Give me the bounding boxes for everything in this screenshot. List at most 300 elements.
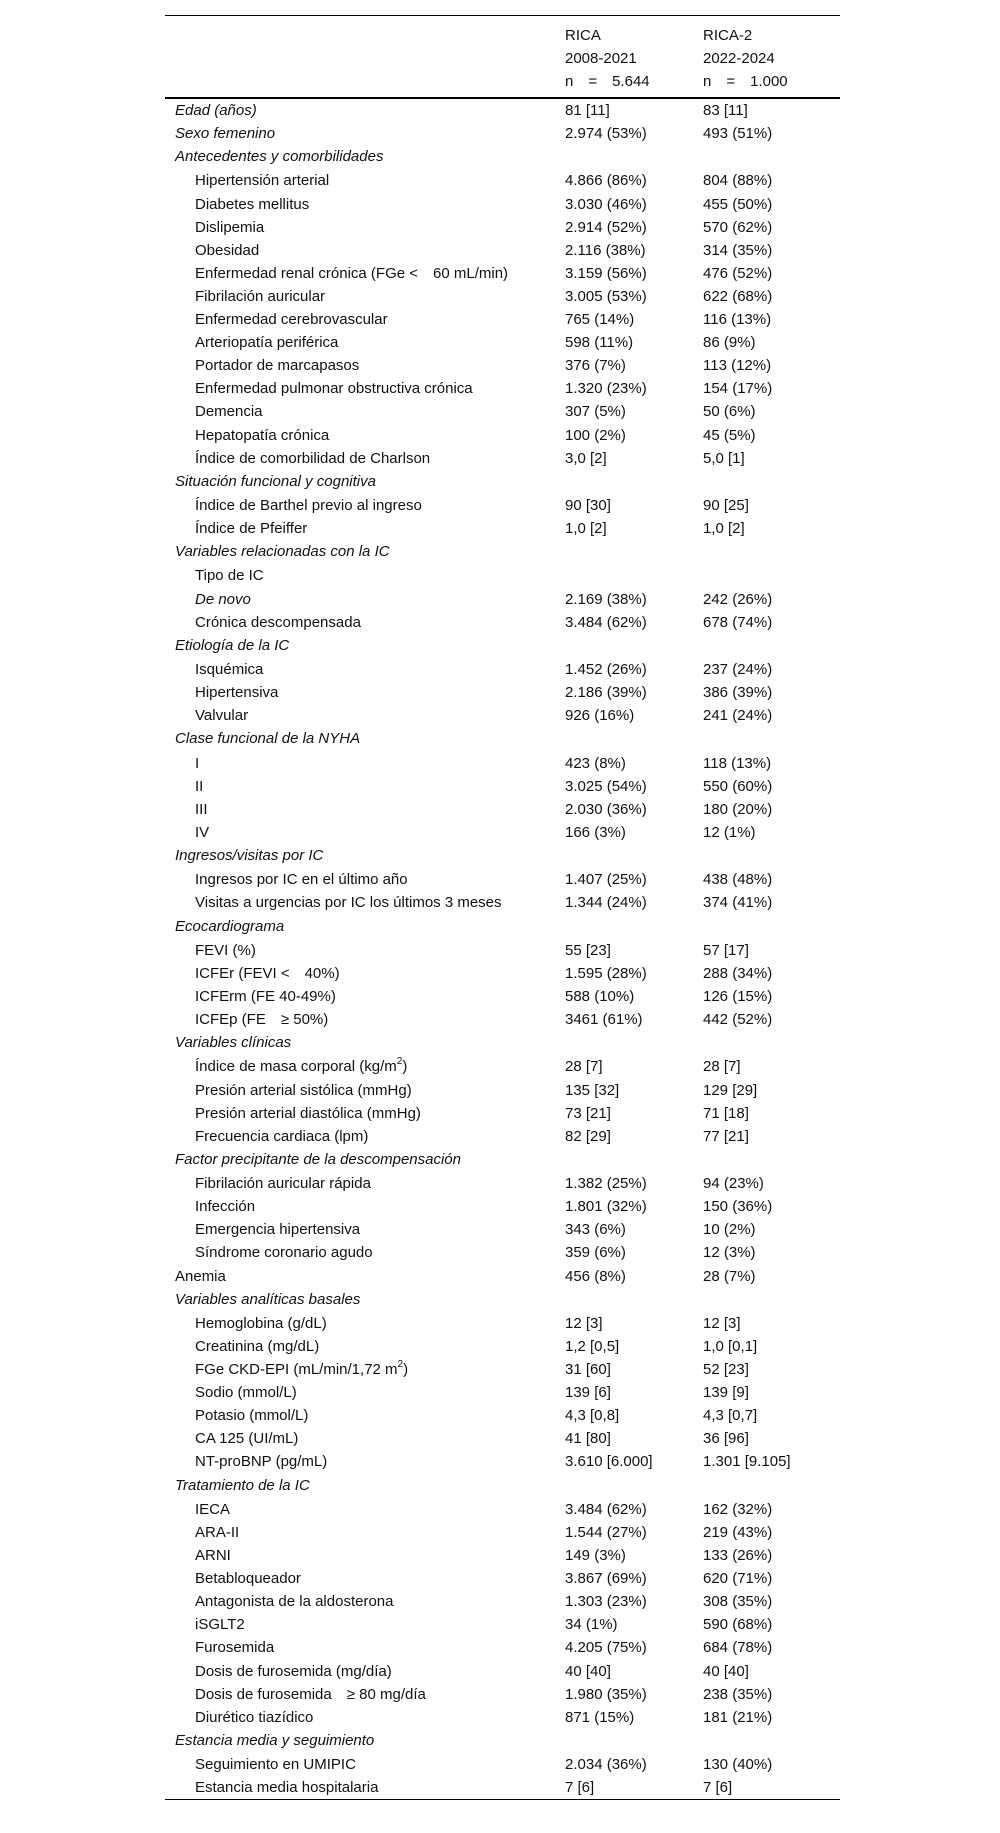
row-label-text: Situación funcional y cognitiva <box>175 472 376 490</box>
value-rica: 31 [60] <box>565 1361 611 1379</box>
value-rica: 765 (14%) <box>565 311 635 329</box>
section-header <box>165 1474 840 1498</box>
value-rica2: 154 (17%) <box>703 380 773 398</box>
row-label <box>165 1474 565 1498</box>
value-rica: 149 (3%) <box>565 1547 626 1565</box>
row-label <box>165 611 565 634</box>
section-header <box>165 470 840 494</box>
table-row <box>165 239 840 262</box>
table-row <box>165 1567 840 1590</box>
table-row <box>165 354 840 377</box>
row-label-text: ICFErm (FE 40-49%) <box>195 987 336 1005</box>
value-rica: 598 (11%) <box>565 334 634 352</box>
value-rica: 1.303 (23%) <box>565 1593 647 1611</box>
row-label <box>165 1427 565 1450</box>
row-label-text: Tipo de IC <box>195 567 264 585</box>
row-label <box>165 1706 565 1729</box>
value-rica2: 57 [17] <box>703 941 749 959</box>
value-rica: 4.866 (86%) <box>565 172 647 190</box>
value-rica: 1.452 (26%) <box>565 661 647 679</box>
row-label <box>165 1358 565 1381</box>
value-rica: 73 [21] <box>565 1104 611 1122</box>
value-rica2: 162 (32%) <box>703 1500 773 1518</box>
row-label-text: Sexo femenino <box>175 125 276 143</box>
value-rica2: 386 (39%) <box>703 684 773 702</box>
row-label <box>165 939 565 962</box>
row-label-text: Síndrome coronario agudo <box>195 1244 373 1262</box>
row-label <box>165 169 565 192</box>
row-label <box>165 1241 565 1264</box>
header-row-n <box>165 70 840 93</box>
value-rica2: 40 [40] <box>703 1662 749 1680</box>
value-rica2: 139 [9] <box>703 1384 749 1402</box>
value-rica2: 52 [23] <box>703 1361 749 1379</box>
row-label <box>165 681 565 704</box>
row-label <box>165 1055 565 1078</box>
row-label-text: Índice de comorbilidad de Charlson <box>195 449 431 467</box>
table-row <box>165 1521 840 1544</box>
value-rica2: 50 (6%) <box>703 403 756 421</box>
row-label-text: iSGLT2 <box>195 1616 245 1634</box>
row-label <box>165 447 565 470</box>
row-label-text: Enfermedad renal crónica (FGe < 60 mL/min) <box>195 264 509 282</box>
table-row <box>165 868 840 891</box>
row-label-text: Clase funcional de la NYHA <box>175 730 361 748</box>
row-label-text: Valvular <box>195 707 249 725</box>
row-label-text: Visitas a urgencias por IC los últimos 3 meses <box>195 894 502 912</box>
table-row <box>165 1381 840 1404</box>
row-label <box>165 1172 565 1195</box>
table-row <box>165 1776 840 1799</box>
value-rica2: 36 [96] <box>703 1430 749 1448</box>
value-rica: 3461 (61%) <box>565 1011 643 1029</box>
section-header <box>165 1148 840 1172</box>
table-row <box>165 122 840 145</box>
value-rica: 40 [40] <box>565 1662 611 1680</box>
value-rica2: 238 (35%) <box>703 1685 773 1703</box>
row-label <box>165 1102 565 1125</box>
row-label <box>165 1195 565 1218</box>
row-label-text: Diabetes mellitus <box>195 195 310 213</box>
row-label-text: I <box>195 754 200 772</box>
col1-n: n = 5.644 <box>565 73 650 90</box>
row-label-text: ICFEp (FE ≥ 50%) <box>195 1011 329 1029</box>
table-row <box>165 1265 840 1288</box>
row-label <box>165 99 565 122</box>
value-rica: 139 [6] <box>565 1384 611 1402</box>
row-label <box>165 1008 565 1031</box>
table-row <box>165 821 840 844</box>
row-label-text: Furosemida <box>195 1639 275 1657</box>
row-label-text: Tratamiento de la IC <box>175 1476 310 1494</box>
value-rica2: 620 (71%) <box>703 1570 773 1588</box>
row-label <box>165 1312 565 1335</box>
table-row <box>165 1335 840 1358</box>
value-rica: 1.801 (32%) <box>565 1198 647 1216</box>
row-label <box>165 844 565 868</box>
value-rica2: 28 (7%) <box>703 1267 756 1285</box>
row-label-text: Estancia media y seguimiento <box>175 1731 375 1749</box>
row-label-text: Crónica descompensada <box>195 613 361 631</box>
value-rica2: 133 (26%) <box>703 1547 773 1565</box>
row-label <box>165 634 565 658</box>
row-label <box>165 1148 565 1172</box>
value-rica2: 5,0 [1] <box>703 449 745 467</box>
table-row <box>165 681 840 704</box>
value-rica2: 90 [25] <box>703 497 749 514</box>
row-label-text: Isquémica <box>195 661 264 679</box>
table-row <box>165 517 840 540</box>
value-rica2: 86 (9%) <box>703 334 756 352</box>
value-rica: 3.484 (62%) <box>565 613 647 631</box>
value-rica2: 804 (88%) <box>703 172 773 190</box>
value-rica: 100 (2%) <box>565 426 626 444</box>
row-label <box>165 145 565 169</box>
row-label-text: ICFEr (FEVI < 40%) <box>195 964 340 982</box>
row-label-text: Dosis de furosemida (mg/día) <box>195 1662 392 1680</box>
row-label <box>165 727 565 751</box>
table-row <box>165 424 840 447</box>
table-row <box>165 1590 840 1613</box>
row-label-text: Ingresos por IC en el último año <box>195 871 408 889</box>
table-row <box>165 775 840 798</box>
value-rica2: 1,0 [0,1] <box>703 1338 758 1355</box>
value-rica2: 241 (24%) <box>703 707 773 725</box>
table-row <box>165 494 840 517</box>
value-rica: 81 [11] <box>565 102 610 119</box>
table-row <box>165 1683 840 1706</box>
row-label <box>165 564 565 587</box>
row-label-text: Ecocardiograma <box>175 917 285 935</box>
row-label <box>165 308 565 331</box>
row-label-text: Potasio (mmol/L) <box>195 1407 309 1425</box>
row-label <box>165 798 565 821</box>
table-row <box>165 99 840 122</box>
value-rica: 1.544 (27%) <box>565 1523 647 1541</box>
row-label-text: Índice de masa corporal (kg/m <box>195 1058 397 1076</box>
value-rica: 166 (3%) <box>565 823 626 841</box>
row-label <box>165 1335 565 1358</box>
table-row <box>165 377 840 400</box>
value-rica2: 28 [7] <box>703 1058 741 1076</box>
table-row <box>165 1450 840 1473</box>
row-label-text: Ingresos/visitas por IC <box>175 847 324 865</box>
value-rica: 2.186 (39%) <box>565 684 647 702</box>
superscript: 2 <box>397 1359 404 1371</box>
section-header <box>165 1729 840 1753</box>
value-rica: 82 [29] <box>565 1127 611 1145</box>
value-rica: 376 (7%) <box>565 357 626 375</box>
row-label-text: ARA-II <box>195 1523 240 1541</box>
value-rica: 1.407 (25%) <box>565 871 647 889</box>
row-label-text: CA 125 (UI/mL) <box>195 1430 299 1448</box>
value-rica: 90 [30] <box>565 497 611 514</box>
row-label <box>165 915 565 939</box>
section-header <box>165 634 840 658</box>
row-label-text: Anemia <box>175 1267 226 1285</box>
value-rica2: 455 (50%) <box>703 195 773 213</box>
row-label <box>165 1079 565 1102</box>
table-row <box>165 1008 840 1031</box>
table-row <box>165 1753 840 1776</box>
value-rica: 871 (15%) <box>565 1708 635 1726</box>
value-rica: 1.320 (23%) <box>565 380 647 398</box>
row-label-text: Portador de marcapasos <box>195 357 360 375</box>
value-rica: 1,0 [2] <box>565 520 607 538</box>
table-row <box>165 658 840 681</box>
row-label <box>165 517 565 540</box>
row-label <box>165 1567 565 1590</box>
row-label-text: Índice de Barthel previo al ingreso <box>195 497 422 514</box>
row-label-text: IV <box>195 823 210 841</box>
row-label <box>165 1125 565 1148</box>
row-label <box>165 1498 565 1521</box>
row-label <box>165 1590 565 1613</box>
value-rica2: 438 (48%) <box>703 871 773 889</box>
row-label-suffix: ) <box>403 1361 409 1379</box>
table-row <box>165 1125 840 1148</box>
row-label-text: II <box>195 777 204 795</box>
value-rica2: 237 (24%) <box>703 661 773 679</box>
value-rica: 1.595 (28%) <box>565 964 647 982</box>
value-rica2: 118 (13%) <box>703 754 772 772</box>
value-rica2: 1,0 [2] <box>703 520 745 538</box>
row-label-text: Seguimiento en UMIPIC <box>195 1756 356 1774</box>
table-row <box>165 1636 840 1659</box>
row-label-text: FGe CKD-EPI (mL/min/1,72 m <box>195 1361 398 1379</box>
row-label <box>165 216 565 239</box>
row-label <box>165 193 565 216</box>
value-rica: 28 [7] <box>565 1058 603 1076</box>
table-row <box>165 285 840 308</box>
row-label-text: Arteriopatía periférica <box>195 334 339 352</box>
table-row <box>165 798 840 821</box>
table-row <box>165 1427 840 1450</box>
value-rica: 1.382 (25%) <box>565 1175 647 1193</box>
table-row <box>165 1660 840 1683</box>
row-label-text: Hepatopatía crónica <box>195 426 330 444</box>
table-row <box>165 331 840 354</box>
row-label <box>165 1683 565 1706</box>
table-row <box>165 1358 840 1381</box>
row-label <box>165 1031 565 1055</box>
value-rica: 2.169 (38%) <box>565 590 647 608</box>
value-rica2: 129 [29] <box>703 1081 758 1099</box>
value-rica2: 374 (41%) <box>703 894 773 912</box>
row-label-text: Obesidad <box>195 241 260 259</box>
superscript: 2 <box>396 1056 403 1068</box>
row-label-text: Antagonista de la aldosterona <box>195 1593 394 1611</box>
table-row <box>165 1055 840 1078</box>
table-row <box>165 216 840 239</box>
value-rica: 7 [6] <box>565 1779 595 1797</box>
row-label-text: IECA <box>195 1500 231 1518</box>
section-header <box>165 540 840 564</box>
row-label <box>165 285 565 308</box>
value-rica: 12 [3] <box>565 1314 603 1332</box>
table-row <box>165 1404 840 1427</box>
value-rica: 3.030 (46%) <box>565 195 647 213</box>
col2-title: RICA-2 <box>703 27 753 44</box>
col2-n: n = 1.000 <box>703 73 788 90</box>
row-label-text: Hemoglobina (g/dL) <box>195 1314 327 1332</box>
row-label <box>165 1450 565 1473</box>
row-label <box>165 1660 565 1683</box>
row-label <box>165 424 565 447</box>
row-label <box>165 540 565 564</box>
value-rica2: 219 (43%) <box>703 1523 773 1541</box>
value-rica: 926 (16%) <box>565 707 635 725</box>
value-rica: 423 (8%) <box>565 754 626 772</box>
header-row-title <box>165 24 840 47</box>
value-rica2: 442 (52%) <box>703 1011 773 1029</box>
row-label-text: NT-proBNP (pg/mL) <box>195 1453 328 1471</box>
value-rica2: 550 (60%) <box>703 777 773 795</box>
row-label-text: Presión arterial sistólica (mmHg) <box>195 1081 412 1099</box>
value-rica: 3.484 (62%) <box>565 1500 647 1518</box>
row-label <box>165 1265 565 1288</box>
section-header <box>165 1288 840 1312</box>
value-rica: 456 (8%) <box>565 1267 626 1285</box>
value-rica2: 622 (68%) <box>703 287 773 305</box>
row-label-text: Antecedentes y comorbilidades <box>175 148 384 166</box>
table-row <box>165 1241 840 1264</box>
value-rica2: 1.301 [9.105] <box>703 1453 791 1471</box>
data-table <box>165 15 840 1800</box>
value-rica2: 116 (13%) <box>703 311 772 329</box>
row-label <box>165 331 565 354</box>
value-rica: 4,3 [0,8] <box>565 1407 620 1425</box>
row-label <box>165 354 565 377</box>
row-label <box>165 1521 565 1544</box>
header-row-period <box>165 47 840 70</box>
row-label <box>165 1729 565 1753</box>
row-label-text: Fibrilación auricular <box>195 287 326 305</box>
table-row <box>165 1195 840 1218</box>
section-header <box>165 727 840 751</box>
value-rica: 2.116 (38%) <box>565 241 646 259</box>
row-label <box>165 1776 565 1799</box>
row-label <box>165 658 565 681</box>
table-row <box>165 891 840 914</box>
table-row <box>165 962 840 985</box>
row-label-text: Presión arterial diastólica (mmHg) <box>195 1104 421 1122</box>
row-label-text: Emergencia hipertensiva <box>195 1221 361 1239</box>
row-label <box>165 588 565 611</box>
value-rica: 1,2 [0,5] <box>565 1338 620 1355</box>
row-label <box>165 775 565 798</box>
table-row <box>165 1102 840 1125</box>
row-label <box>165 1544 565 1567</box>
row-label-text: FEVI (%) <box>195 941 256 959</box>
row-label-text: III <box>195 800 208 818</box>
value-rica: 55 [23] <box>565 941 611 959</box>
value-rica2: 10 (2%) <box>703 1221 756 1239</box>
table-row <box>165 1218 840 1241</box>
table-row <box>165 262 840 285</box>
section-header <box>165 915 840 939</box>
row-label <box>165 122 565 145</box>
value-rica: 3.005 (53%) <box>565 287 647 305</box>
table-row <box>165 447 840 470</box>
value-rica2: 45 (5%) <box>703 426 756 444</box>
row-label <box>165 891 565 914</box>
value-rica: 2.974 (53%) <box>565 125 647 143</box>
table-row <box>165 193 840 216</box>
value-rica2: 71 [18] <box>703 1104 749 1122</box>
value-rica2: 314 (35%) <box>703 241 773 259</box>
value-rica: 3.610 [6.000] <box>565 1453 653 1471</box>
table-row <box>165 704 840 727</box>
row-label-text: Sodio (mmol/L) <box>195 1384 297 1402</box>
value-rica: 3,0 [2] <box>565 449 607 467</box>
row-label <box>165 262 565 285</box>
table-row <box>165 1498 840 1521</box>
col2-period: 2022-2024 <box>703 50 775 67</box>
row-label-text: De novo <box>195 590 251 608</box>
table-row <box>165 400 840 423</box>
value-rica2: 181 (21%) <box>703 1708 773 1726</box>
value-rica2: 684 (78%) <box>703 1639 773 1657</box>
row-label-text: Diurético tiazídico <box>195 1708 314 1726</box>
row-label-text: Betabloqueador <box>195 1570 301 1588</box>
value-rica2: 4,3 [0,7] <box>703 1407 758 1425</box>
value-rica: 2.914 (52%) <box>565 218 647 236</box>
row-label-text: Dislipemia <box>195 218 265 236</box>
row-label <box>165 821 565 844</box>
value-rica2: 150 (36%) <box>703 1198 773 1216</box>
value-rica2: 308 (35%) <box>703 1593 773 1611</box>
row-label-text: Estancia media hospitalaria <box>195 1779 379 1797</box>
row-label-text: Hipertensión arterial <box>195 172 330 190</box>
row-label-text: Etiología de la IC <box>175 636 290 654</box>
row-label <box>165 1753 565 1776</box>
value-rica2: 94 (23%) <box>703 1175 764 1193</box>
value-rica: 343 (6%) <box>565 1221 626 1239</box>
table-row <box>165 1706 840 1729</box>
row-label-text: Frecuencia cardiaca (lpm) <box>195 1127 369 1145</box>
row-label <box>165 239 565 262</box>
row-label-text: Demencia <box>195 403 263 421</box>
value-rica2: 130 (40%) <box>703 1756 773 1774</box>
col1-period: 2008-2021 <box>565 50 637 67</box>
row-label-text: Variables analíticas basales <box>175 1290 361 1308</box>
row-label <box>165 1288 565 1312</box>
value-rica: 3.159 (56%) <box>565 264 647 282</box>
value-rica2: 590 (68%) <box>703 1616 773 1634</box>
row-label-text: Factor precipitante de la descompensación <box>175 1150 461 1168</box>
value-rica: 2.030 (36%) <box>565 800 647 818</box>
value-rica2: 180 (20%) <box>703 800 773 818</box>
value-rica2: 242 (26%) <box>703 590 773 608</box>
row-label-text: Infección <box>195 1198 256 1216</box>
section-header <box>165 145 840 169</box>
row-label <box>165 704 565 727</box>
value-rica2: 476 (52%) <box>703 264 773 282</box>
row-label <box>165 377 565 400</box>
table-row <box>165 1544 840 1567</box>
value-rica2: 570 (62%) <box>703 218 773 236</box>
table-row <box>165 169 840 192</box>
table-row <box>165 1312 840 1335</box>
value-rica2: 113 (12%) <box>703 357 772 375</box>
value-rica2: 288 (34%) <box>703 964 773 982</box>
row-label-text: Variables clínicas <box>175 1034 292 1052</box>
value-rica: 135 [32] <box>565 1081 620 1099</box>
row-label <box>165 868 565 891</box>
value-rica2: 12 (1%) <box>703 823 756 841</box>
row-label-text: Variables relacionadas con la IC <box>175 543 390 561</box>
